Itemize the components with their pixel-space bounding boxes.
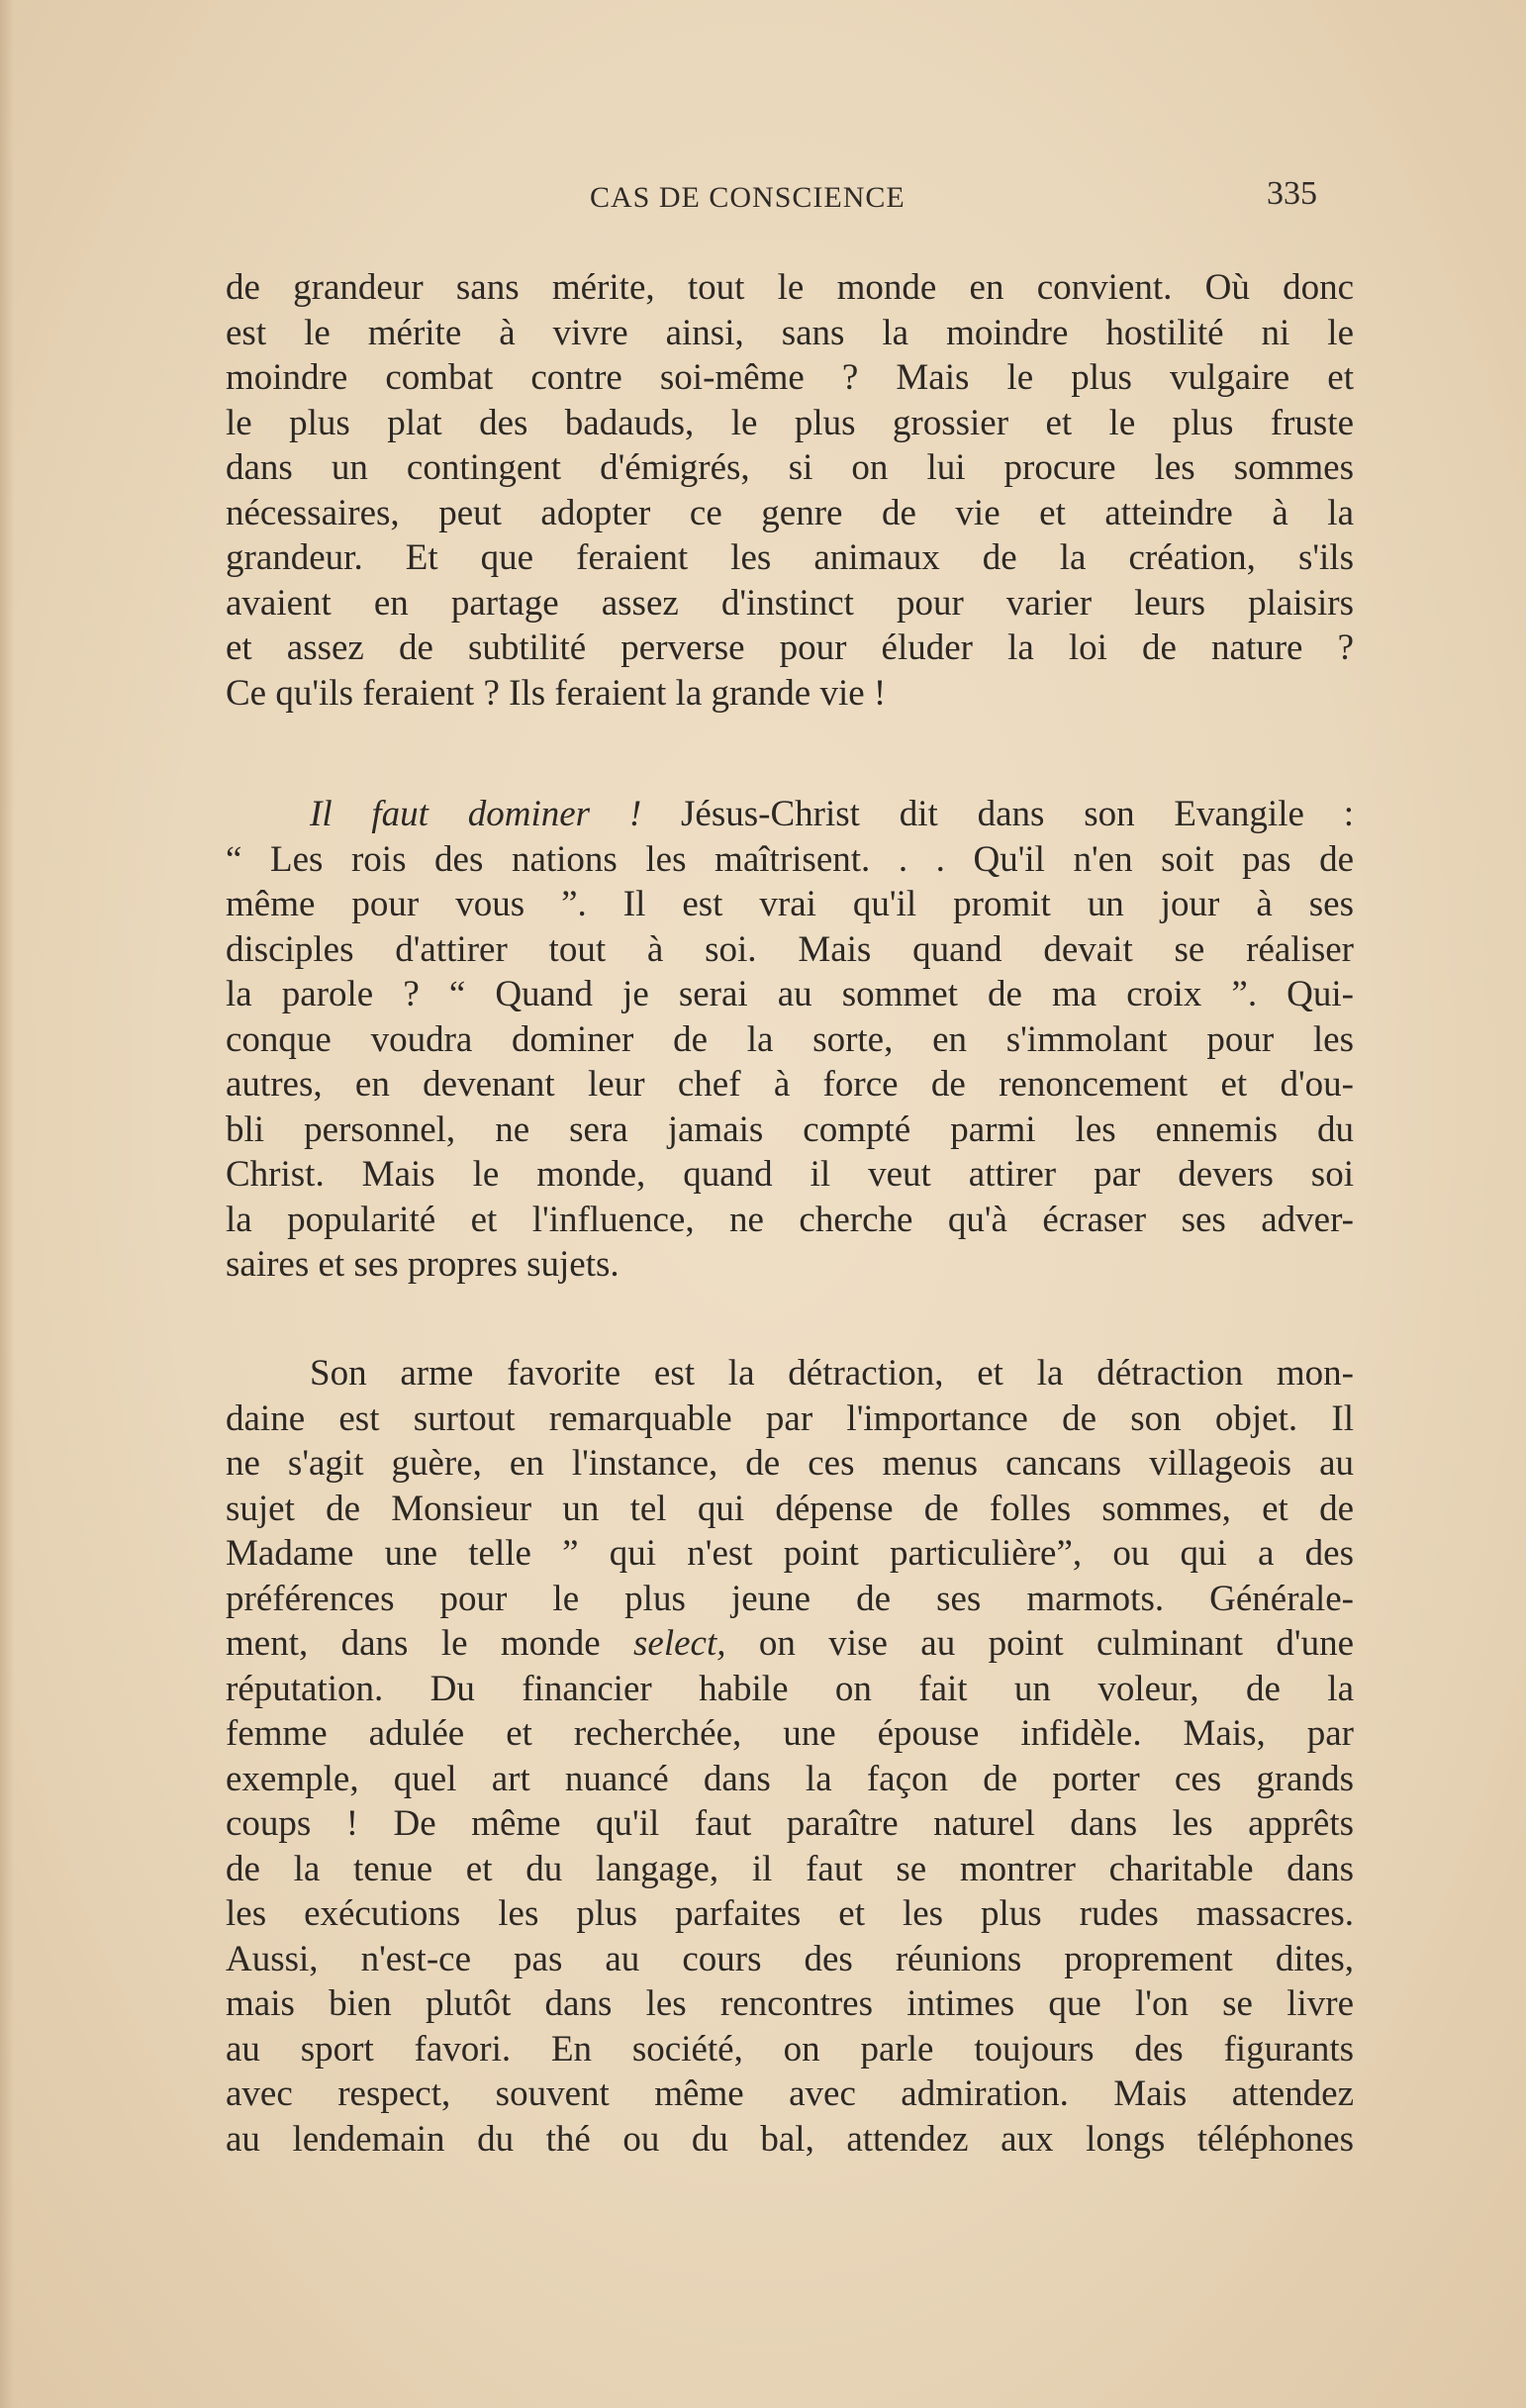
text-line: ne s'agit guère, en l'instance, de ces menus cancans villageois au	[226, 1443, 1354, 1484]
text-line: les exécutions les plus parfaites et les plus rudes massacres.	[226, 1893, 1354, 1934]
text-line: avaient en partage assez d'instinct pour varier leurs plaisirs	[226, 582, 1354, 624]
text-line: Aussi, n'est-ce pas au cours des réunions proprement dites,	[226, 1938, 1354, 1979]
text-line: le plus plat des badauds, le plus grossier et le plus fruste	[226, 402, 1354, 443]
text-line: conque voudra dominer de la sorte, en s'immolant pour les	[226, 1018, 1354, 1060]
paragraph-3	[226, 1351, 1354, 2162]
text-line: de la tenue et du langage, il faut se montrer charitable dans	[226, 1848, 1354, 1889]
text-line: Ce qu'ils feraient ? Ils feraient la grande vie !	[226, 672, 887, 714]
page-number: 335	[1267, 175, 1317, 212]
text-line: réputation. Du financier habile on fait un voleur, de la	[226, 1668, 1354, 1709]
italic-phrase: Il faut dominer !	[310, 794, 642, 834]
text-line: au sport favori. En société, on parle toujours des figurants	[226, 2028, 1354, 2070]
text-line: Christ. Mais le monde, quand il veut attirer par devers soi	[226, 1154, 1354, 1195]
text-line: au lendemain du thé ou du bal, attendez aux longs téléphones	[226, 2118, 1354, 2160]
text-line: daine est surtout remarquable par l'importance de son objet. Il	[226, 1397, 1354, 1439]
text-line: est le mérite à vivre ainsi, sans la moindre hostilité ni le	[226, 312, 1354, 353]
italic-word: select,	[633, 1623, 726, 1664]
paragraph-2	[226, 792, 1354, 1288]
text-line-with-italic	[226, 1621, 1354, 1667]
text-line: “ Les rois des nations les maîtrisent. . . Qu'il n'en soit pas de	[226, 838, 1354, 880]
text-run: ment, dans le monde	[226, 1623, 634, 1664]
text-line: la parole ? “ Quand je serai au sommet de ma croix ”. Qui-	[226, 974, 1354, 1014]
text-line: femme adulée et recherchée, une épouse infidèle. Mais, par	[226, 1713, 1354, 1754]
text-line: moindre combat contre soi-même ? Mais le plus vulgaire et	[226, 357, 1354, 398]
text-line: préférences pour le plus jeune de ses marmots. Générale-	[226, 1578, 1354, 1619]
text-line: mais bien plutôt dans les rencontres intimes que l'on se livre	[226, 1983, 1354, 2024]
text-line: Madame une telle ” qui n'est point particulière”, ou qui a des	[226, 1533, 1354, 1574]
text-line: coups ! De même qu'il faut paraître naturel dans les apprêts	[226, 1803, 1354, 1844]
text-line: Son arme favorite est la détraction, et la détraction mon-	[310, 1353, 1354, 1394]
text-run: on vise au point culminant d'une	[725, 1623, 1354, 1664]
text-line: de grandeur sans mérite, tout le monde en convient. Où donc	[226, 267, 1354, 308]
text-line: avec respect, souvent même avec admiration. Mais attendez	[226, 2073, 1354, 2114]
text-line: la popularité et l'influence, ne cherche qu'à écraser ses adver-	[226, 1199, 1354, 1240]
text-line: autres, en devenant leur chef à force de renoncement et d'ou-	[226, 1064, 1354, 1105]
text-line: saires et ses propres sujets.	[226, 1244, 620, 1285]
text-line-first	[226, 792, 1354, 837]
text-line: nécessaires, peut adopter ce genre de vie et atteindre à la	[226, 492, 1354, 533]
text-line: bli personnel, ne sera jamais compté parmi les ennemis du	[226, 1108, 1354, 1150]
text-line: même pour vous ”. Il est vrai qu'il promit un jour à ses	[226, 884, 1354, 924]
text-line: dans un contingent d'émigrés, si on lui procure les sommes	[226, 447, 1354, 488]
text-line: grandeur. Et que feraient les animaux de la création, s'ils	[226, 537, 1354, 578]
text-line: et assez de subtilité perverse pour éluder la loi de nature ?	[226, 627, 1354, 668]
text-line: sujet de Monsieur un tel qui dépense de folles sommes, et de	[226, 1488, 1354, 1529]
running-title: CAS DE CONSCIENCE	[590, 181, 906, 214]
paragraph-1	[226, 265, 1354, 716]
text-run: Jésus-Christ dit dans son Evangile :	[641, 794, 1354, 834]
page-gutter-shadow	[0, 0, 14, 2408]
text-line: exemple, quel art nuancé dans la façon de porter ces grands	[226, 1758, 1354, 1799]
text-line: disciples d'attirer tout à soi. Mais quand devait se réaliser	[226, 928, 1354, 970]
